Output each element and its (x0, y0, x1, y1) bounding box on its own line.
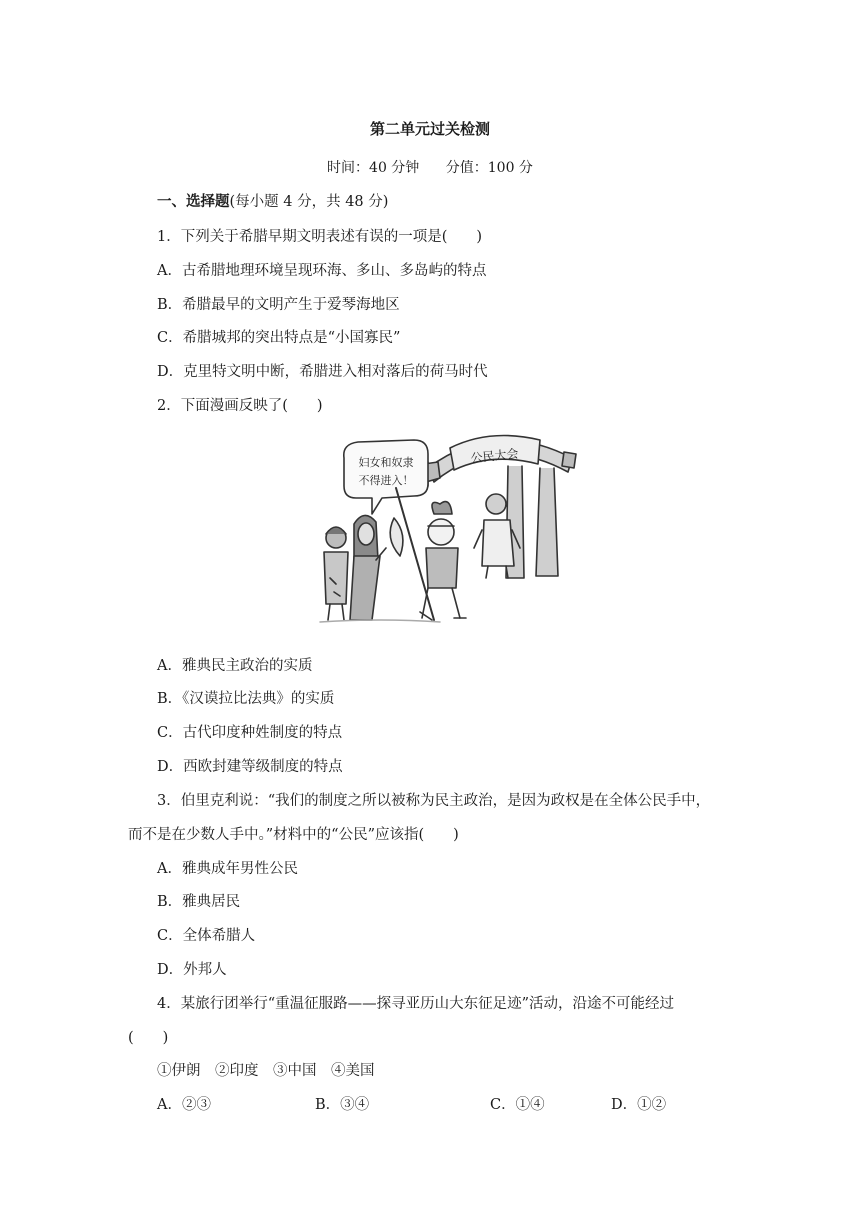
section-note: (每小题 4 分，共 48 分) (229, 194, 389, 210)
section-label: 一、选择题 (157, 194, 230, 210)
cartoon-bubble-line-1: 妇女和奴隶 (358, 456, 414, 469)
section-heading (157, 190, 388, 211)
question-3-option-d: D．外邦人 (157, 962, 227, 978)
cartoon-bubble-line-2: 不得进入！ (358, 474, 414, 487)
question-3-stem-line-2: 而不是在少数人手中。”材料中的“公民”应该指( ) (128, 827, 459, 843)
cartoon-illustration (310, 428, 582, 624)
question-3-option-a: A．雅典成年男性公民 (157, 861, 298, 877)
question-3-option-c: C．全体希腊人 (157, 928, 256, 944)
question-4-option-d: D．①② (611, 1097, 667, 1113)
question-3-option-b: B．雅典居民 (157, 894, 241, 910)
question-4-stem-line-1: 4．某旅行团举行“重温征服路——探寻亚历山大东征足迹”活动，沿途不可能经过 (157, 996, 675, 1012)
cartoon-arch-text: 公民大会 (469, 446, 520, 466)
exam-meta (0, 157, 860, 177)
question-2-stem: 2．下面漫画反映了( ) (157, 398, 323, 414)
question-2-option-b: B．《汉谟拉比法典》的实质 (157, 691, 335, 707)
question-4-option-b: B．③④ (315, 1097, 370, 1113)
question-2-option-a: A．雅典民主政治的实质 (157, 658, 313, 674)
question-4-options (157, 1093, 717, 1115)
question-4-stem-line-2: ( ) (128, 1030, 169, 1046)
question-1-option-a: A．古希腊地理环境呈现环海、多山、多岛屿的特点 (157, 263, 487, 279)
question-3-stem-line-1: 3．伯里克利说：“我们的制度之所以被称为民主政治，是因为政权是在全体公民手中， (157, 793, 711, 809)
question-1-option-c: C．希腊城邦的突出特点是“小国寡民” (157, 330, 401, 346)
question-1-option-b: B．希腊最早的文明产生于爱琴海地区 (157, 297, 400, 313)
question-2-option-d: D．西欧封建等级制度的特点 (157, 759, 343, 775)
question-1-stem: 1．下列关于希腊早期文明表述有误的一项是( ) (157, 229, 483, 245)
page-title: 第二单元过关检测 (369, 120, 490, 138)
exam-score: 分值：100 分 (445, 160, 533, 176)
question-1-option-d: D．克里特文明中断，希腊进入相对落后的荷马时代 (157, 364, 488, 380)
question-4-option-a: A．②③ (157, 1097, 211, 1113)
exam-time: 时间：40 分钟 (327, 160, 420, 176)
question-2-option-c: C．古代印度种姓制度的特点 (157, 725, 343, 741)
question-4-items: ①伊朗 ②印度 ③中国 ④美国 (157, 1063, 375, 1079)
question-4-option-c: C．①④ (490, 1097, 545, 1113)
